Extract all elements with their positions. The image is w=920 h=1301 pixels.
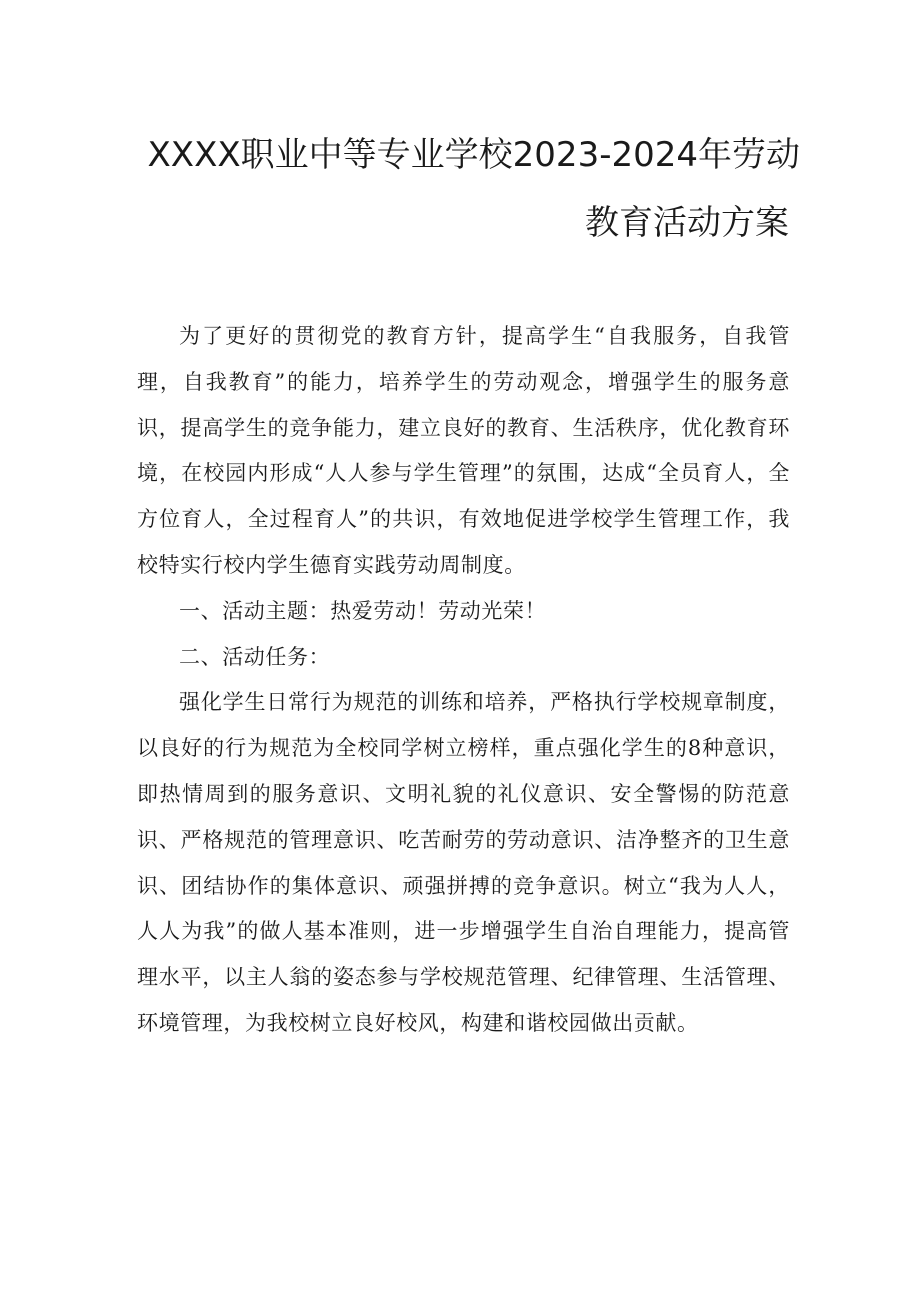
intro-paragraph: 为了更好的贯彻党的教育方针，提高学生“自我服务，自我管理，自我教育”的能力，培养学生的劳动观念，增强学生的服务意识，提高学生的竞争能力，建立良好的教育、生活秩序，优化教育环境，在校园内形成“人人参与学生管理”的氛围，达成“全员育人，全方位育人，全过程育人”的共识，有效地促进学校学生管理工作，我校特实行校内学生德育实践劳动周制度。: [137, 324, 790, 577]
section-2-paragraph: 强化学生日常行为规范的训练和培养，严格执行学校规章制度，以良好的行为规范为全校同学树立榜样，重点强化学生的8种意识，即热情周到的服务意识、文明礼貌的礼仪意识、安全警惕的防范意识、严格规范的管理意识、吃苦耐劳的劳动意识、洁净整齐的卫生意识、团结协作的集体意识、顽强拼搏的竞争意识。树立“我为人人，人人为我”的做人基本准则，进一步增强学生自治自理能力，提高管理水平，以主人翁的姿态参与学校规范管理、纪律管理、生活管理、环境管理，为我校树立良好校风，构建和谐校园做出贡献。: [137, 690, 790, 1035]
document-title-line-2: 教育活动方案: [585, 203, 789, 243]
document-title-line-1: XXXX职业中等专业学校2023-2024年劳动: [147, 135, 800, 175]
section-2-heading: 二、活动任务：: [179, 644, 331, 669]
document-body: [137, 314, 790, 1047]
section-1-heading: 一、活动主题：热爱劳动！劳动光荣！: [179, 598, 547, 623]
